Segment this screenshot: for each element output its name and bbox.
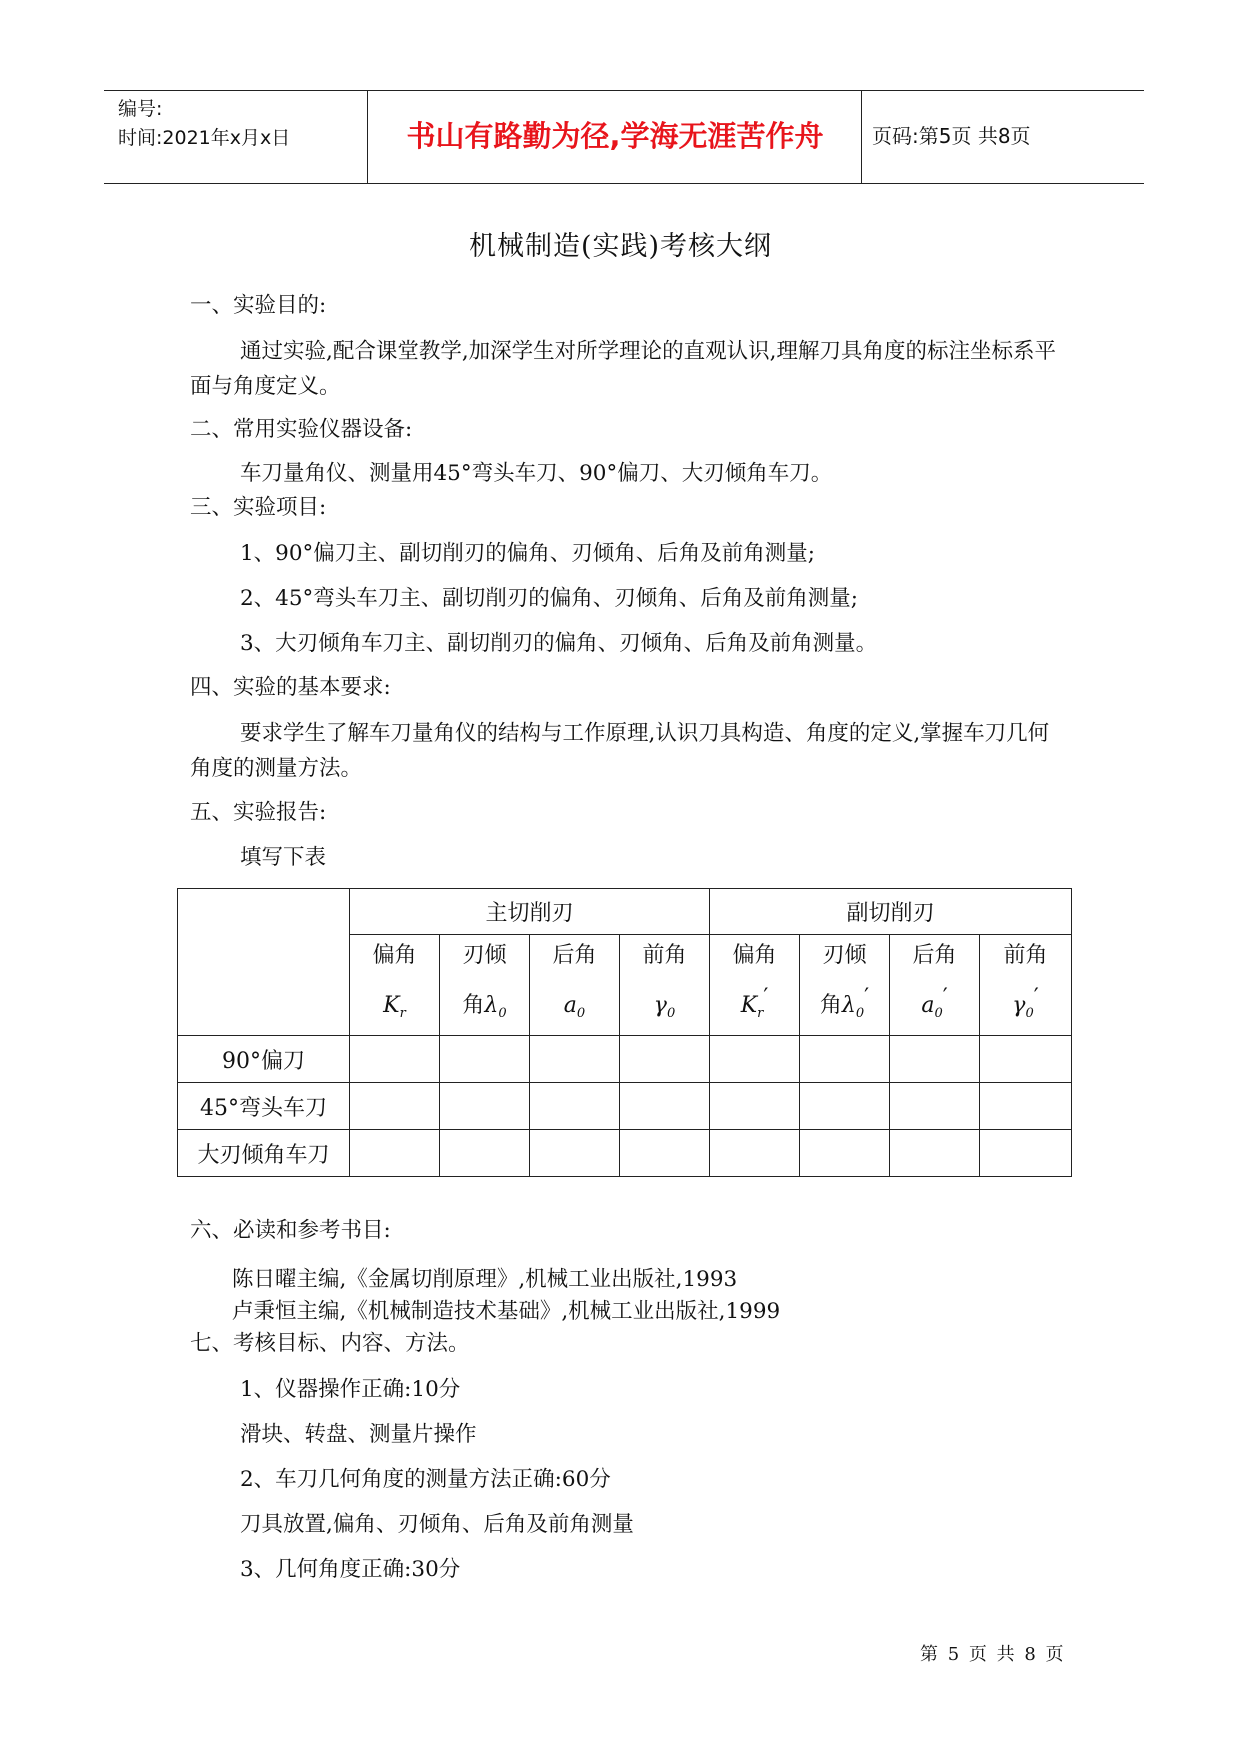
angle-subscript: 0 xyxy=(1025,1006,1034,1021)
angle-subscript: 0 xyxy=(855,1006,865,1021)
list-item: 1、90°偏刀主、副切削刃的偏角、刃倾角、后角及前角测量; xyxy=(240,541,816,566)
section-paragraph: 要求学生了解车刀量角仪的结构与工作原理,认识刀具构造、角度的定义,掌握车刀几何角度的测量方法。 xyxy=(190,721,1050,781)
section-heading: 二、常用实验仪器设备: xyxy=(190,417,413,442)
table-cell xyxy=(530,1130,620,1177)
list-item: 2、车刀几何角度的测量方法正确:60分 xyxy=(240,1467,611,1492)
column-name: 前角 xyxy=(1003,943,1048,968)
time-label: 时间:2021年x月x日 xyxy=(118,127,291,149)
section-heading: 四、实验的基本要求: xyxy=(190,675,391,700)
table-row-label: 45°弯头车刀 xyxy=(178,1083,350,1130)
section-heading: 六、必读和参考书目: xyxy=(190,1218,391,1243)
table-cell xyxy=(710,1036,800,1083)
prime-mark: ′ xyxy=(864,985,870,1010)
table-cell xyxy=(710,1083,800,1130)
table-column-header xyxy=(980,935,1072,1036)
angle-subscript: 0 xyxy=(576,1006,586,1021)
table-corner-cell xyxy=(178,889,350,1036)
table-group-header: 主切削刃 xyxy=(350,889,710,935)
column-symbol xyxy=(530,977,619,1035)
angle-symbol: a xyxy=(563,993,577,1018)
table-row xyxy=(178,1036,1072,1083)
column-name: 刃倾 xyxy=(822,943,867,968)
column-name: 刃倾 xyxy=(462,943,507,968)
angle-symbol: γ xyxy=(653,993,667,1018)
table-cell xyxy=(350,1036,440,1083)
section-heading: 七、考核目标、内容、方法。 xyxy=(190,1331,470,1356)
table-cell xyxy=(890,1083,980,1130)
list-item: 1、仪器操作正确:10分 xyxy=(240,1377,461,1402)
column-symbol xyxy=(890,977,979,1035)
table-column-header xyxy=(620,935,710,1036)
table-cell xyxy=(530,1083,620,1130)
prime-mark: ′ xyxy=(763,985,769,1010)
section-heading: 一、实验目的: xyxy=(190,293,327,318)
angle-symbol: λ xyxy=(841,993,856,1018)
table-column-header xyxy=(800,935,890,1036)
angle-subscript: r xyxy=(757,1006,764,1021)
page-footer: 第 5 页 共 8 页 xyxy=(920,1644,1066,1665)
list-item: 2、45°弯头车刀主、副切削刃的偏角、刃倾角、后角及前角测量; xyxy=(240,586,859,611)
column-symbol xyxy=(980,977,1071,1035)
table-column-header xyxy=(440,935,530,1036)
document-title: 机械制造(实践)考核大纲 xyxy=(468,231,773,262)
list-item: 刀具放置,偏角、刃倾角、后角及前角测量 xyxy=(240,1512,634,1537)
section-heading: 三、实验项目: xyxy=(190,495,327,520)
table-cell xyxy=(890,1130,980,1177)
list-item: 3、大刃倾角车刀主、副切削刃的偏角、刃倾角、后角及前角测量。 xyxy=(240,631,878,656)
angle-symbol: γ xyxy=(1012,993,1026,1018)
table-row-label: 90°偏刀 xyxy=(178,1036,350,1083)
table-cell xyxy=(620,1130,710,1177)
section-paragraph: 通过实验,配合课堂教学,加深学生对所学理论的直观认识,理解刀具角度的标注坐标系平面与角度定义。 xyxy=(190,339,1057,399)
symbol-prefix: 角 xyxy=(462,993,485,1018)
angle-subscript: 0 xyxy=(666,1006,676,1021)
table-cell xyxy=(530,1036,620,1083)
table-cell xyxy=(980,1130,1072,1177)
angle-symbol: K xyxy=(740,993,758,1018)
column-symbol xyxy=(440,977,529,1035)
table-cell xyxy=(980,1036,1072,1083)
page-header xyxy=(104,90,1144,184)
table-column-header xyxy=(710,935,800,1036)
symbol-prefix: 角 xyxy=(819,993,842,1018)
table-cell xyxy=(620,1083,710,1130)
angle-subscript: 0 xyxy=(934,1006,943,1021)
column-symbol xyxy=(710,977,799,1035)
section-heading: 五、实验报告: xyxy=(190,800,327,825)
table-row xyxy=(178,1083,1072,1130)
table-cell xyxy=(440,1130,530,1177)
table-cell xyxy=(980,1083,1072,1130)
header-motto: 书山有路勤为径,学海无涯苦作舟 xyxy=(406,119,824,153)
table-cell xyxy=(440,1036,530,1083)
table-column-header xyxy=(350,935,440,1036)
table-cell xyxy=(350,1083,440,1130)
column-name: 前角 xyxy=(642,943,687,968)
angle-subscript: 0 xyxy=(498,1006,507,1021)
section-paragraph: 填写下表 xyxy=(240,845,327,870)
header-page-info: 页码:第5页 共8页 xyxy=(872,124,1031,148)
table-row-label: 大刃倾角车刀 xyxy=(178,1130,350,1177)
angle-symbol: λ xyxy=(484,993,499,1018)
list-item: 滑块、转盘、测量片操作 xyxy=(240,1422,477,1447)
table-cell xyxy=(350,1130,440,1177)
column-name: 偏角 xyxy=(372,943,417,968)
header-meta xyxy=(118,95,290,153)
angle-symbol: K xyxy=(383,993,400,1018)
table-cell xyxy=(890,1036,980,1083)
column-name: 偏角 xyxy=(732,943,777,968)
prime-mark: ′ xyxy=(1033,985,1039,1010)
section-paragraph: 车刀量角仪、测量用45°弯头车刀、90°偏刀、大刃倾角车刀。 xyxy=(240,461,833,486)
table-cell xyxy=(440,1083,530,1130)
column-name: 后角 xyxy=(552,943,597,968)
table-cell xyxy=(800,1130,890,1177)
table-cell xyxy=(800,1036,890,1083)
table-group-header: 副切削刃 xyxy=(710,889,1072,935)
table-column-header xyxy=(890,935,980,1036)
column-symbol xyxy=(350,977,439,1035)
number-label: 编号: xyxy=(118,98,163,120)
table-cell xyxy=(710,1130,800,1177)
table-cell xyxy=(620,1036,710,1083)
reference-item: 卢秉恒主编,《机械制造技术基础》,机械工业出版社,1999 xyxy=(232,1299,781,1324)
table-column-header xyxy=(530,935,620,1036)
table-cell xyxy=(800,1083,890,1130)
angle-subscript: r xyxy=(399,1006,406,1021)
column-symbol xyxy=(620,977,709,1035)
reference-item: 陈日曜主编,《金属切削原理》,机械工业出版社,1993 xyxy=(232,1267,738,1292)
table-row xyxy=(178,1130,1072,1177)
measurement-table xyxy=(177,888,1072,1177)
column-symbol xyxy=(800,977,889,1035)
angle-symbol: a xyxy=(921,993,935,1018)
list-item: 3、几何角度正确:30分 xyxy=(240,1557,461,1582)
column-name: 后角 xyxy=(912,943,957,968)
prime-mark: ′ xyxy=(942,985,948,1010)
